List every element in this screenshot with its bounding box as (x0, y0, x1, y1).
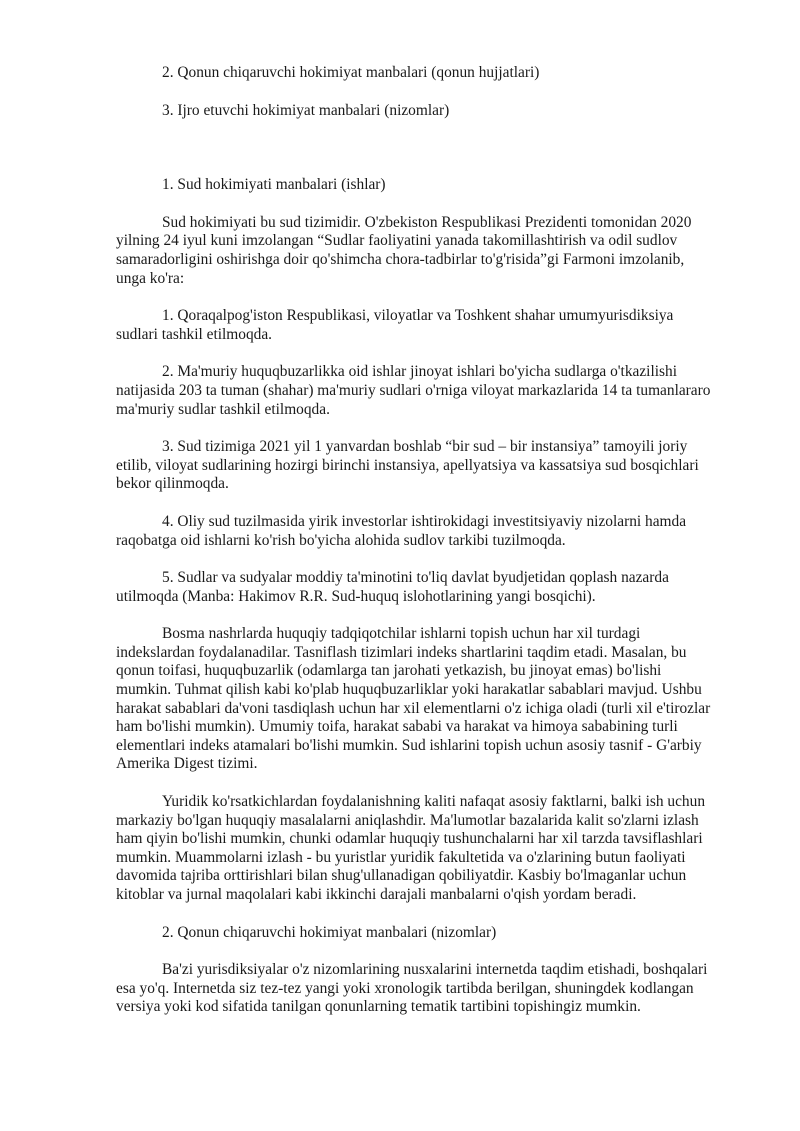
heading-legislative-statutes: 2. Qonun chiqaruvchi hokimiyat manbalari (nizomlar) (162, 923, 497, 941)
list-item-2: 2. Ma'muriy huquqbuzarlikka oid ishlar jinoyat ishlari bo'yicha sudlarga o'tkazilishi natijasida 203 ta tuman (shahar) ma'muriy sudlari o'rniga viloyat markazlarida 14 ta tumanlararo ma'muriy sudlar tashkil etilmoqda. (116, 363, 711, 418)
list-item-3: 3. Sud tizimiga 2021 yil 1 yanvardan boshlab “bir sud – bir instansiya” tamoyili joriy etilib, viloyat sudlarining hozirgi birinchi instansiya, apellyatsiya va kassatsiya sud bosqichlari bekor qilinmoqda. (116, 438, 699, 493)
heading-legislative-sources: 2. Qonun chiqaruvchi hokimiyat manbalari (qonun hujjatlari) (162, 64, 540, 81)
paragraph-judicial-intro: Sud hokimiyati bu sud tizimidir. O'zbekiston Respublikasi Prezidenti tomonidan 2020 yilning 24 iyul kuni imzolangan “Sudlar faoliyatini yanada takomillashtirish va odil sudlov samaradorligini oshirishga doir qo'shimcha chora-tadbirlar to'g'risida”gi Farmoni imzolanib, unga ko'ra: (116, 213, 692, 287)
list-item-4: 4. Oliy sud tuzilmasida yirik investorlar ishtirokidagi investitsiyaviy nizolarni hamda raqobatga oid ishlarni ko'rish bo'yicha alohida sudlov tarkibi tuzilmoqda. (116, 512, 687, 549)
paragraph-print-indexes: Bosma nashrlarda huquqiy tadqiqotchilar ishlarni topish uchun har xil turdagi indekslardan foydalanadilar. Tasniflash tizimlari indeks shartlarini taqdim etadi. Masalan, bu qonun toifasi, huquqbuzarlik (odamlarga tan jarohati yetkazish, bu jinoyat emas) bo'lishi mumkin. Tuhmat qilish kabi ko'plab huquqbuzarliklar yoki harakatlar sabablari mavjud. Ushbu harakat sabablari da'voni tasdiqlash uchun har xil elementlarni o'z ichiga oladi (turli xil e'tirozlar ham bo'lishi mumkin). Umumiy toifa, harakat sababi va harakat va himoya sababining turli elementlari indeks atamalari bo'lishi mumkin. Sud ishlarini topish uchun asosiy tasnif - G'arbiy Amerika Digest tizimi. (116, 625, 711, 773)
list-item-5: 5. Sudlar va sudyalar moddiy ta'minotini to'liq davlat byudjetidan qoplash nazarda utilmoqda (Manba: Hakimov R.R. Sud-huquq islohotlarining yangi bosqichi). (116, 569, 669, 605)
heading-executive-sources: 3. Ijro etuvchi hokimiyat manbalari (nizomlar) (162, 101, 450, 119)
paragraph-legal-indicators: Yuridik ko'rsatkichlardan foydalanishning kaliti nafaqat asosiy faktlarni, balki ish uchun markaziy bo'lgan huquqiy masalalarni aniqlashdir. Ma'lumotlar bazalarida kalit so'zlarni izlash ham qiyin bo'lishi mumkin, chunki odamlar huquqiy tushunchalarni har xil tarzda tavsiflashlari mumkin. Muammolarni izlash - bu yuristlar yuridik fakultetida va o'zlarining butun faoliyati davomida tajriba orttirishlari bilan shug'ullanadigan qobiliyatdir. Kasbiy bo'lmaganlar uchun kitoblar va jurnal maqolalari kabi ikkinchi darajali manbalarni o'qish yordam beradi. (116, 793, 706, 903)
list-item-1: 1. Qoraqalpog'iston Respublikasi, viloyatlar va Toshkent shahar umumyurisdiksiya sudlari tashkil etilmoqda. (116, 307, 674, 343)
heading-judicial-sources: 1. Sud hokimiyati manbalari (ishlar) (162, 176, 386, 194)
paragraph-statutes-online: Ba'zi yurisdiksiyalar o'z nizomlarining nusxalarini internetda taqdim etishadi, boshqalari esa yo'q. Internetda siz tez-tez yangi yoki xronologik tartibda berilgan, shuningdek kodlangan versiya yoki kod sifatida tanilgan qonunlarning tematik tartibini topishingiz mumkin. (116, 961, 708, 1016)
document-page (116, 64, 712, 1017)
